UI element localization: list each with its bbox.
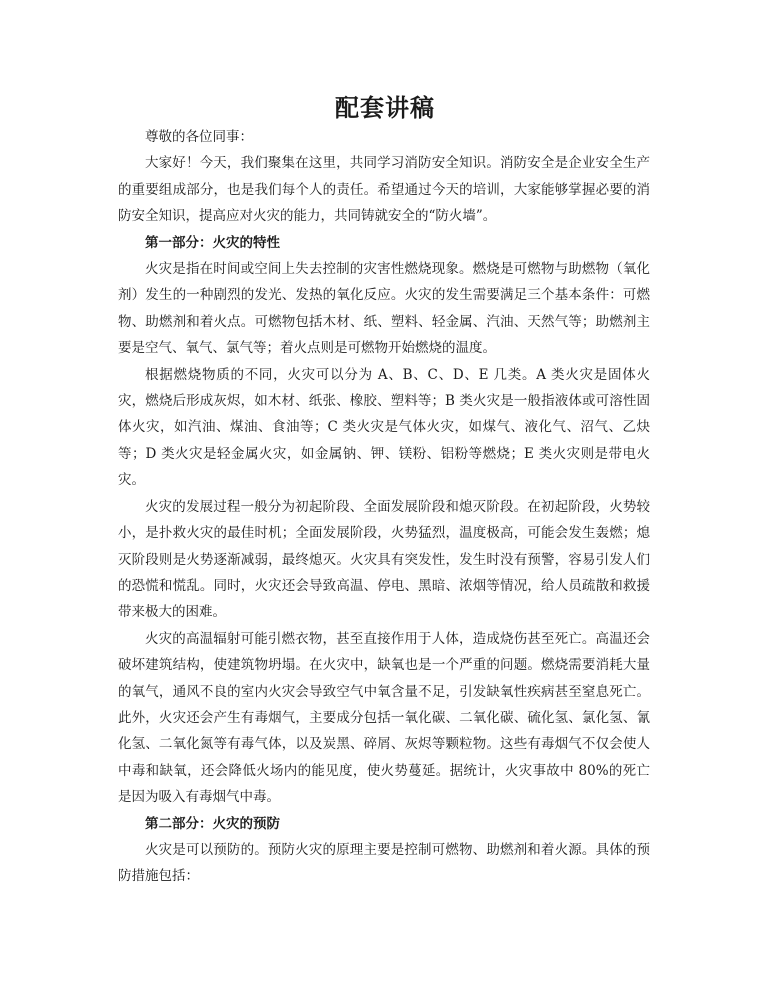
section-heading-part1: 第一部分：火灾的特性 [145, 234, 280, 251]
intro-paragraph: 大家好！今天，我们聚集在这里，共同学习消防安全知识。消防安全是企业安全生产的重要组成部分，也是我们每个人的责任。希望通过今天的培训，大家能够掌握必要的消防安全知识，提高应对火灾的能力，共同铸就安全的“防火墙”。 [118, 155, 650, 225]
paragraph-fire-classes: 根据燃烧物质的不同，火灾可以分为 A、B、C、D、E 几类。A 类火灾是固体火灾，燃烧后形成灰烬，如木材、纸张、橡胶、塑料等；B 类火灾是一般指液体或可溶性固体火灾，如汽油、煤油、食油等；C 类火灾是气体火灾，如煤气、液化气、沼气、乙炔等；D 类火灾是轻金属火灾，如金属钠、钾、镁粉、铝粉等燃烧；E 类火灾则是带电火灾。 [118, 366, 650, 489]
paragraph-fire-definition: 火灾是指在时间或空间上失去控制的灾害性燃烧现象。燃烧是可燃物与助燃物（氧化剂）发生的一种剧烈的发光、发热的氧化反应。火灾的发生需要满足三个基本条件：可燃物、助燃剂和着火点。可燃物包括木材、纸、塑料、轻金属、汽油、天然气等；助燃剂主要是空气、氧气、氯气等；着火点则是可燃物开始燃烧的温度。 [118, 261, 650, 357]
page-title: 配套讲稿 [335, 93, 435, 122]
section-heading-part2: 第二部分：火灾的预防 [145, 815, 280, 832]
document-body [118, 124, 650, 890]
paragraph-fire-hazards: 火灾的高温辐射可能引燃衣物，甚至直接作用于人体，造成烧伤甚至死亡。高温还会破坏建筑结构，使建筑物坍塌。在火灾中，缺氧也是一个严重的问题。燃烧需要消耗大量的氧气，通风不良的室内火灾会导致空气中氧含量不足，引发缺氧性疾病甚至窒息死亡。此外，火灾还会产生有毒烟气，主要成分包括一氧化碳、二氧化碳、硫化氢、氯化氢、氰化氢、二氧化氮等有毒气体，以及炭黑、碎屑、灰烬等颗粒物。这些有毒烟气不仅会使人中毒和缺氧，还会降低火场内的能见度，使火势蔓延。据统计，火灾事故中 80%的死亡是因为吸入有毒烟气中毒。 [118, 630, 650, 806]
greeting: 尊敬的各位同事： [145, 129, 253, 145]
paragraph-fire-stages: 火灾的发展过程一般分为初起阶段、全面发展阶段和熄灭阶段。在初起阶段，火势较小，是扑救火灾的最佳时机；全面发展阶段，火势猛烈，温度极高，可能会发生轰燃；熄灭阶段则是火势逐渐减弱，最终熄灭。火灾具有突发性，发生时没有预警，容易引发人们的恐慌和慌乱。同时，火灾还会导致高温、停电、黑暗、浓烟等情况，给人员疏散和救援带来极大的困难。 [118, 498, 650, 621]
paragraph-fire-prevention: 火灾是可以预防的。预防火灾的原理主要是控制可燃物、助燃剂和着火源。具体的预防措施包括： [118, 841, 650, 885]
